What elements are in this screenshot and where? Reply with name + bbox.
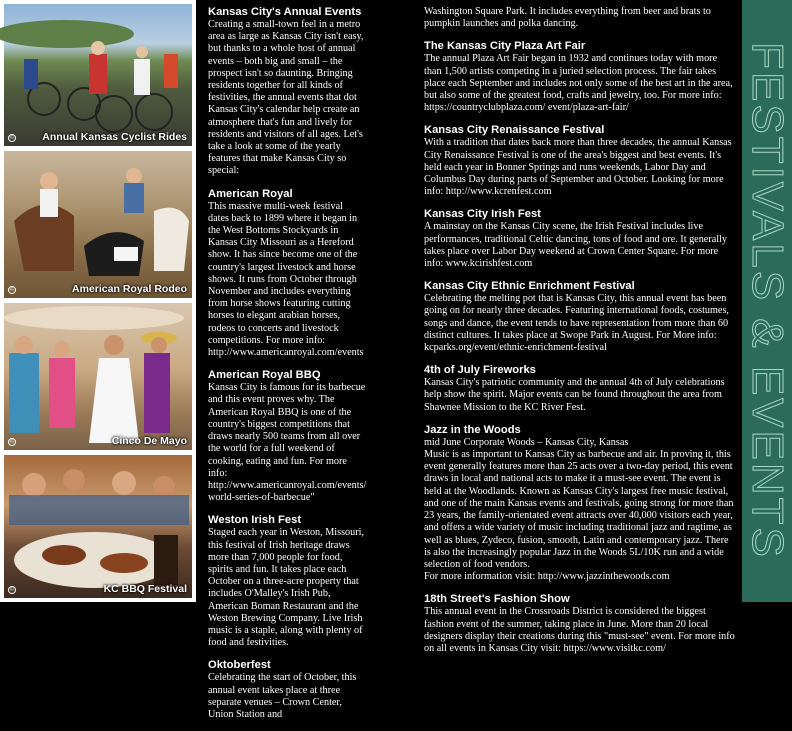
section-ethnic-enrichment (424, 280, 736, 354)
section-heading: Jazz in the Woods (424, 423, 521, 436)
section-body: Staged each year in Weston, Missouri, this festival of Irish heritage draws more than 7,000 people for food, spirits and fun. It takes place each October on a three-acre property that includes O'Malley's Irish Pub, American Boman Restaurant and the Weston Brewing Company. Live Irish music is a staple, along with plenty of food and festivities. (208, 527, 365, 649)
section-annual-events (208, 6, 366, 178)
section-weston-irish-fest (208, 514, 366, 649)
section-oktoberfest-continued (424, 6, 736, 30)
section-body: This annual event in the Crossroads District is considered the biggest fashion event of the summer, taking place in June. More than 20 local designers display their creations during this "must-see" event. For more info on all events in Kansas City visit: https://www.visitkc.com/ (424, 606, 735, 654)
section-body: Kansas City is famous for its barbecue and this event proves why. The American Royal BBQ is one of the country's biggest competitions that draws nearly 500 teams from all over the world for a full weekend of cooking, eating and fun. For more info: http://www.americanroyal.com/events/ world-series-of-barbecue" (208, 382, 367, 504)
section-american-royal (208, 188, 366, 360)
section-body: The annual Plaza Art Fair began in 1932 and continues today with more than 1,500 artists competing in a juried selection process. The fair takes place each September and includes not only some of the best art in the area, but also some of the greatest food, crafts and jewelry, too. For more info: https://countryclubplaza.com/ event/plaza-art-fair/ (424, 53, 733, 114)
section-renaissance-festival (424, 124, 736, 198)
photo-caption: KC BBQ Festival (103, 583, 187, 595)
text-column-left (208, 6, 366, 731)
cinco-de-mayo-illustration (4, 303, 192, 450)
section-heading: Kansas City Renaissance Festival (424, 124, 605, 137)
section-heading: 4th of July Fireworks (424, 364, 536, 377)
band-title: FESTIVALS & EVENTS (743, 42, 792, 560)
text-column-right (424, 6, 736, 665)
rodeo-photo (4, 151, 192, 298)
section-heading: Kansas City Ethnic Enrichment Festival (424, 280, 635, 293)
section-body: This massive multi-week festival dates back to 1899 where it began in the West Bottoms Stockyards in Kansas City Missouri as a Hereford show. It has since become one of the country's largest livestock and horse shows. It runs from October through November and includes everything from horse shows featuring cutting horses to elegant arabian horses, rodeos to concerts and livestock competitions. For more info: http://www.americanroyal.com/events (208, 200, 364, 359)
photo-caption: Cinco De Mayo (111, 435, 187, 447)
title-band (742, 0, 792, 602)
section-body: A mainstay on the Kansas City scene, the Irish Festival includes live performances, traditional Celtic dancing, tons of food and ore. It generally takes place over Labor Day weekend at Crown Center Square. For more info: www.kcirishfest.com (424, 221, 727, 270)
section-oktoberfest (208, 659, 366, 721)
section-body: Kansas City's patriotic community and the annual 4th of July celebrations help show the spirit. Major events can be found throughout the area from Shawnee Mission to the KC River Fest. (424, 377, 725, 413)
section-jazz-in-the-woods (424, 424, 736, 583)
section-heading: 18th Street's Fashion Show (424, 593, 570, 606)
section-body: Washington Square Park. It includes everything from beer and brats to pumpkin launches and polka dancing. (424, 6, 711, 30)
section-body: Celebrating the melting pot that is Kansas City, this annual event has been going on for nearly three decades. Featuring international foods, costumes, songs and dance, the event tends to have representation from more than 60 distinct cultures. It takes place at Swope Park in August. For More info: kcparks.org/event/ethnic-enrichment-festival (424, 293, 729, 354)
section-heading: Oktoberfest (208, 659, 271, 672)
photo-caption: Annual Kansas Cyclist Rides (42, 131, 187, 143)
section-body: Celebrating the start of October, this annual event takes place at three separate venues – Crown Center, Union Station and (208, 672, 357, 720)
cinco-de-mayo-photo (4, 303, 192, 450)
bbq-festival-illustration (4, 455, 192, 598)
section-fashion-show (424, 593, 736, 655)
section-american-royal-bbq (208, 369, 366, 504)
section-more-info: For more information visit: http://www.jazzinthewoods.com (424, 571, 670, 583)
section-heading: Kansas City Irish Fest (424, 208, 541, 221)
cyclist-rides-photo (4, 4, 192, 146)
photo-column (0, 0, 196, 602)
section-heading: The Kansas City Plaza Art Fair (424, 40, 586, 53)
section-heading: Kansas City's Annual Events (208, 6, 362, 18)
section-fireworks (424, 364, 736, 414)
section-heading: American Royal BBQ (208, 369, 321, 382)
section-body: Creating a small-town feel in a metro area as large as Kansas City isn't easy, but thanks to a whole host of annual events – both big and small – the prospect isn't so daunting. Bringing residents together for all kinds of festivities, the annual events that dot Kansas City's calendar help create an atmosphere that's fun and lively for residents and visitors of all ages. Let's take a look at some of the yearly features that make Kansas City so special: (208, 19, 364, 177)
section-body: With a tradition that dates back more than three decades, the annual Kansas City Renaissance Festival is one of the area's biggest and best events. It's held each year in Bonner Springs and runs weekends, Labor Day and Columbus Day during parts of September and October. Looking for more info: http://www.kcrenfest.com (424, 137, 732, 198)
section-heading: Weston Irish Fest (208, 514, 302, 527)
copyright-icon: © (9, 587, 15, 593)
rodeo-illustration (4, 151, 192, 298)
section-subline: mid June Corporate Woods – Kansas City, Kansas (424, 436, 629, 448)
section-plaza-art-fair (424, 40, 736, 114)
copyright-icon: © (9, 135, 15, 141)
copyright-icon: © (9, 439, 15, 445)
section-body: Music is as important to Kansas City as barbecue and air. In proving it, this event generally features more than 25 acts over a two-day period, this event draws in local and national acts to make it a must-see event. The event is held at the Woodlands. Known as Kansas City's largest free music festival, and one of the main Kansas events and festivals, going strong for more than 23 years, the family-orientated event attracts over 40,000 visitors each year, and offers a wide variety of music including traditional jazz and ragtime, as well as blues, Zydeco, fusion, smooth, Latin and contemporary jazz. There is also the increasingly popular Jazz in the Woods 5L/10K run and a wide selection of food vendors. (424, 449, 734, 570)
cyclist-rides-illustration (4, 4, 192, 146)
section-heading: American Royal (208, 187, 293, 200)
bbq-festival-photo (4, 455, 192, 598)
photo-caption: American Royal Rodeo (72, 283, 187, 295)
section-irish-fest (424, 208, 736, 270)
copyright-icon: © (9, 287, 15, 293)
